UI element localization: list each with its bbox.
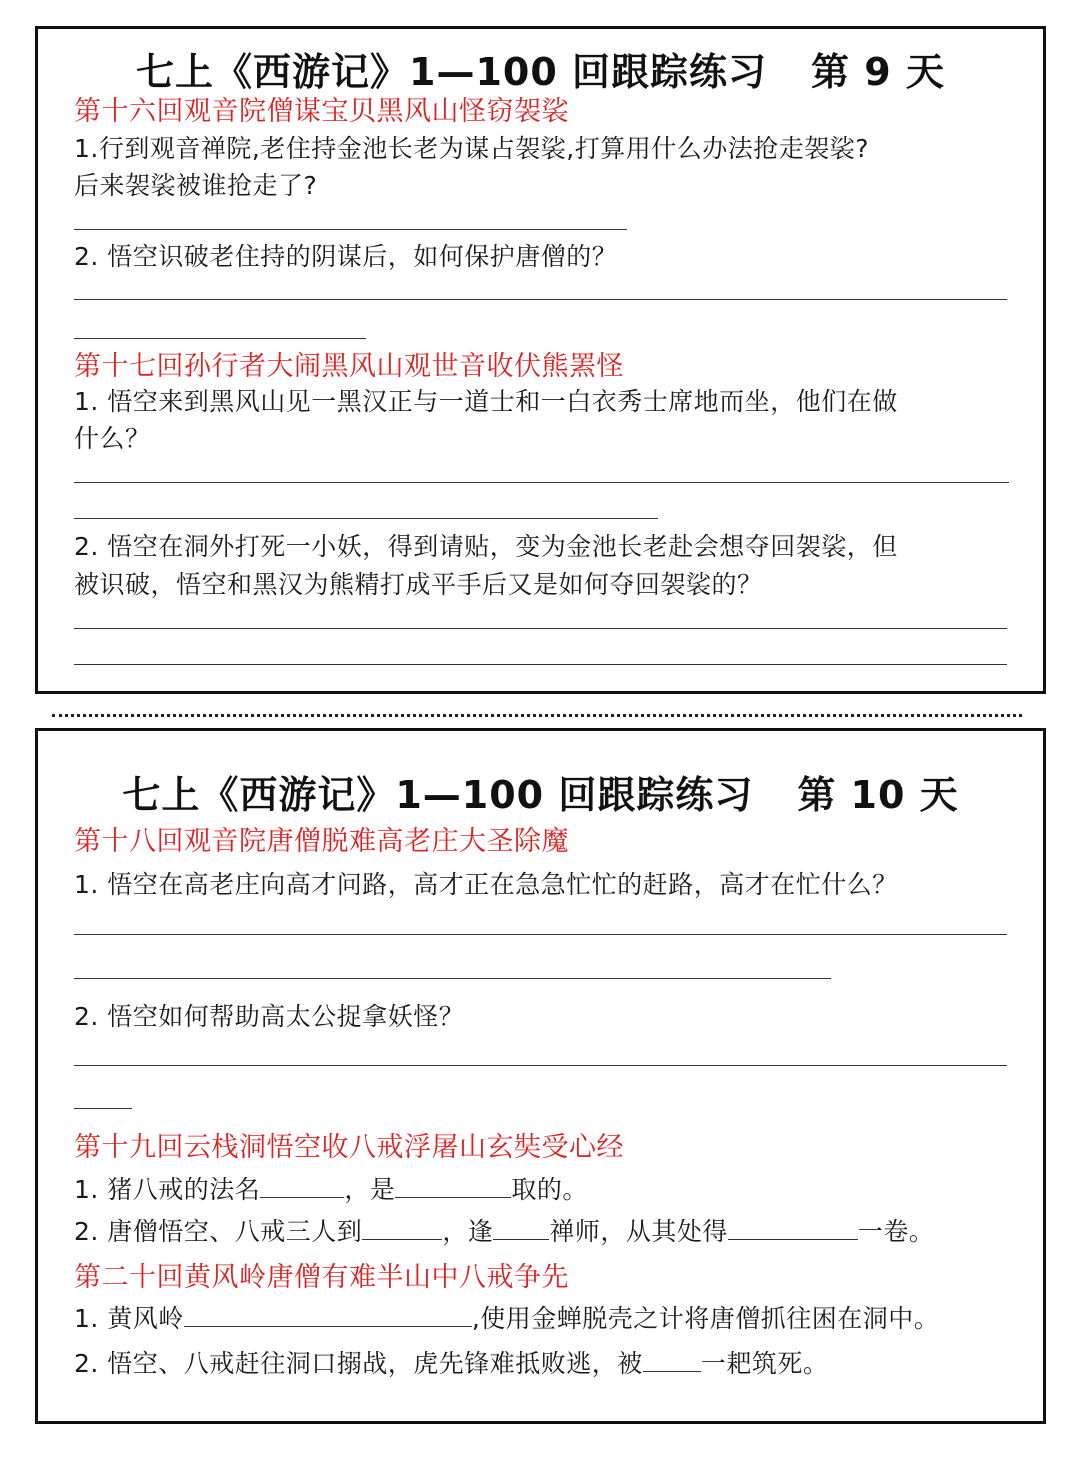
fill-blank[interactable] [362, 1213, 442, 1240]
chapter-heading-20: 第二十回黄风岭唐僧有难半山中八戒争先 [74, 1262, 569, 1293]
worksheet-day-9 [35, 26, 1046, 694]
day-label: 第 10 天 [797, 773, 959, 817]
answer-line[interactable] [74, 299, 1007, 300]
fill-blank[interactable] [643, 1345, 701, 1372]
question-17-1-cont: 什么？ [74, 424, 151, 453]
chapter-heading-16: 第十六回观音院僧谋宝贝黑风山怪窃袈裟 [74, 96, 569, 127]
answer-line[interactable] [74, 482, 1009, 483]
question-16-1-cont: 后来袈裟被谁抢走了? [74, 171, 318, 200]
chapter-heading-18: 第十八回观音院唐僧脱难高老庄大圣除魔 [74, 826, 569, 857]
fill-blank[interactable] [493, 1213, 549, 1240]
worksheet-title: 七上《西游记》1—100 回跟踪练习 第 9 天 [136, 50, 945, 94]
fill-blank[interactable] [184, 1300, 472, 1327]
question-19-1: 1. 猪八戒的法名 ，是 取的。 [74, 1170, 588, 1206]
day-label: 第 9 天 [811, 50, 945, 94]
question-18-2: 2. 悟空如何帮助高太公捉拿妖怪？ [74, 1002, 465, 1031]
answer-line[interactable] [74, 978, 831, 979]
answer-line[interactable] [74, 1108, 132, 1109]
question-16-1: 1.行到观音禅院,老住持金池长老为谋占袈裟,打算用什么办法抢走袈裟? [74, 134, 870, 163]
chapter-heading-17: 第十七回孙行者大闹黑风山观世音收伏熊罴怪 [74, 351, 624, 382]
fill-blank[interactable] [395, 1171, 511, 1198]
question-17-2-cont: 被识破，悟空和黑汉为熊精打成平手后又是如何夺回袈裟的？ [74, 570, 763, 599]
dotted-separator [52, 714, 1022, 717]
answer-line[interactable] [74, 934, 1007, 935]
fill-blank[interactable] [728, 1213, 858, 1240]
question-20-1: 1. 黄风岭 ,使用金蝉脱壳之计将唐僧抓往困在洞中。 [74, 1299, 939, 1335]
answer-line[interactable] [74, 1065, 1007, 1066]
worksheet-title: 七上《西游记》1—100 回跟踪练习 第 10 天 [122, 773, 959, 817]
answer-line[interactable] [74, 229, 627, 230]
fill-blank[interactable] [260, 1171, 344, 1198]
question-17-1: 1. 悟空来到黑风山见一黑汉正与一道士和一白衣秀士席地而坐，他们在做 [74, 387, 898, 416]
answer-line[interactable] [74, 664, 1007, 665]
question-16-2: 2. 悟空识破老住持的阴谋后，如何保护唐僧的？ [74, 242, 618, 271]
chapter-heading-19: 第十九回云栈洞悟空收八戒浮屠山玄奘受心经 [74, 1132, 624, 1163]
question-17-2: 2. 悟空在洞外打死一小妖，得到请贴，变为金池长老赴会想夺回袈裟，但 [74, 532, 898, 561]
answer-line[interactable] [74, 628, 1007, 629]
question-20-2: 2. 悟空、八戒赶往洞口搦战，虎先锋难抵败逃，被 一耙筑死。 [74, 1344, 828, 1380]
question-18-1: 1. 悟空在高老庄向高才问路，高才正在急急忙忙的赶路，高才在忙什么？ [74, 870, 898, 899]
question-19-2: 2. 唐僧悟空、八戒三人到 ，逢 禅师，从其处得 一卷。 [74, 1212, 934, 1248]
worksheet-day-10 [35, 728, 1046, 1424]
answer-line[interactable] [74, 338, 366, 339]
answer-line[interactable] [74, 518, 658, 519]
